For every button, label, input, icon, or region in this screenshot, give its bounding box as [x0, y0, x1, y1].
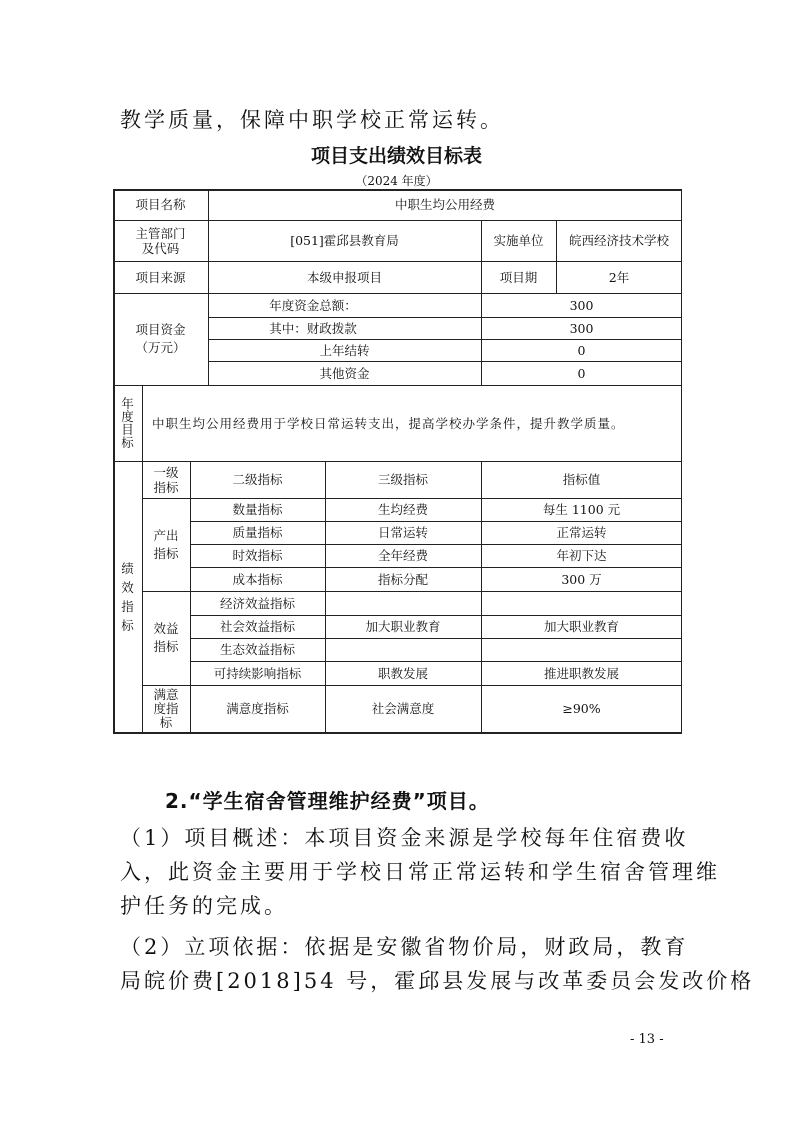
- funds-carryover-label: 上年结转: [319, 342, 370, 358]
- intro-line: 教学质量，保障中职学校正常运转。: [120, 108, 504, 132]
- performance-char: 效: [121, 580, 134, 595]
- performance-char: 绩: [121, 561, 134, 576]
- table-cell: 质量指标: [232, 525, 283, 540]
- project-period-value: 2年: [608, 269, 630, 285]
- annual-goal-char: 年: [121, 396, 134, 411]
- table-title: 项目支出绩效目标表: [310, 145, 482, 167]
- table-cell: 日常运转: [377, 525, 428, 540]
- satisfaction-label-line2: 度指: [153, 700, 179, 716]
- funds-carryover-value: 0: [577, 342, 586, 358]
- performance-table: [113, 189, 682, 733]
- table-cell: 数量指标: [232, 502, 283, 517]
- paragraph-line: （2）立项依据：依据是安徽省物价局，财政局，教育: [120, 935, 689, 959]
- page-number: - 13 -: [630, 1032, 664, 1047]
- paragraph-line: （1）项目概述：本项目资金来源是学校每年住宿费收: [120, 826, 689, 850]
- level2-header: 二级指标: [232, 472, 283, 487]
- satisfaction-indicator-label: [142, 685, 190, 732]
- project-funds-label: [113, 293, 208, 385]
- implementing-unit-value: 皖西经济技术学校: [568, 233, 669, 248]
- table-cell: 加大职业教育: [365, 619, 441, 634]
- table-cell: 年初下达: [556, 548, 607, 563]
- table-cell: 成本指标: [232, 571, 283, 587]
- project-name-label: 项目名称: [135, 197, 186, 212]
- table-cell: 指标分配: [377, 571, 428, 587]
- project-funds-label-line1: 项目资金: [135, 322, 186, 337]
- department-value: [051]霍邱县教育局: [290, 233, 399, 248]
- table-cell: 可持续影响指标: [213, 665, 302, 681]
- level1-header-line2: 指标: [153, 479, 179, 495]
- table-cell: ≥90%: [562, 701, 601, 716]
- implementing-unit-label: 实施单位: [493, 233, 544, 248]
- table-cell: 社会效益指标: [219, 619, 295, 634]
- level1-header: [142, 461, 190, 498]
- performance-label: [113, 461, 142, 733]
- paragraph-line: 入，此资金主要用于学校日常正常运转和学生宿舍管理维: [120, 860, 720, 884]
- table-cell: 生态效益指标: [219, 642, 295, 657]
- table-cell: 社会满意度: [371, 701, 435, 716]
- table-subtitle: （2024 年度）: [355, 174, 438, 188]
- table-cell: [325, 638, 481, 661]
- performance-char: 标: [121, 618, 134, 633]
- table-cell: 职教发展: [377, 665, 428, 681]
- benefit-label-line2: 指标: [153, 639, 179, 654]
- project-funds-label-line2: （万元）: [135, 340, 186, 355]
- funds-other-value: 0: [577, 365, 586, 381]
- annual-goal-char: 度: [121, 409, 134, 424]
- satisfaction-label-line3: 标: [159, 714, 173, 730]
- project-source-label: 项目来源: [135, 269, 186, 285]
- department-label-line2: 及代码: [141, 240, 180, 256]
- table-cell: [481, 638, 682, 661]
- funds-total-value: 300: [569, 297, 594, 313]
- output-indicator-label: [142, 498, 190, 591]
- table-cell: 经济效益指标: [219, 595, 295, 611]
- department-label-line1: 主管部门: [135, 225, 186, 241]
- table-cell: 每生 1100 元: [542, 502, 621, 517]
- table-cell: 时效指标: [232, 548, 283, 563]
- section-heading: 2.“学生宿舍管理维护经费”项目。: [165, 789, 490, 813]
- annual-goal-char: 目: [121, 422, 134, 437]
- table-cell: [481, 591, 682, 615]
- performance-char: 指: [121, 599, 134, 614]
- paragraph-line: 护任务的完成。: [120, 894, 288, 918]
- annual-goal-char: 标: [121, 435, 134, 450]
- annual-goal-text: 中职生均公用经费用于学校日常运转支出，提高学校办学条件，提升教学质量。: [152, 415, 625, 431]
- department-label: [113, 220, 208, 261]
- table-cell: 300 万: [561, 571, 602, 587]
- project-period-label: 项目期: [499, 269, 538, 285]
- satisfaction-label-line1: 满意: [153, 686, 179, 702]
- output-label-line1: 产出: [153, 527, 179, 543]
- table-cell: [325, 591, 481, 615]
- funds-fiscal-value: 300: [569, 320, 594, 336]
- level3-header: 三级指标: [377, 472, 428, 487]
- annual-goal-label: [113, 385, 142, 461]
- benefit-indicator-label: [142, 591, 190, 685]
- table-cell: 推进职教发展: [543, 665, 619, 681]
- project-source-value: 本级申报项目: [306, 269, 382, 285]
- table-cell: 生均经费: [377, 502, 428, 517]
- table-cell: 加大职业教育: [543, 619, 619, 634]
- table-cell: 满意度指标: [226, 701, 289, 716]
- funds-total-label: 年度资金总额：: [269, 297, 357, 313]
- output-label-line2: 指标: [153, 545, 179, 561]
- project-name-value: 中职生均公用经费: [394, 197, 495, 212]
- indicator-value-header: 指标值: [562, 472, 601, 487]
- benefit-label-line1: 效益: [153, 621, 179, 636]
- level1-header-line1: 一级: [153, 464, 179, 480]
- funds-fiscal-label: 其中：财政拨款: [269, 320, 357, 336]
- table-cell: 全年经费: [377, 548, 428, 563]
- paragraph-line: 局皖价费[2018]54 号，霍邱县发展与改革委员会发改价格: [120, 969, 755, 993]
- funds-other-label: 其他资金: [319, 365, 370, 381]
- table-cell: 正常运转: [556, 525, 607, 540]
